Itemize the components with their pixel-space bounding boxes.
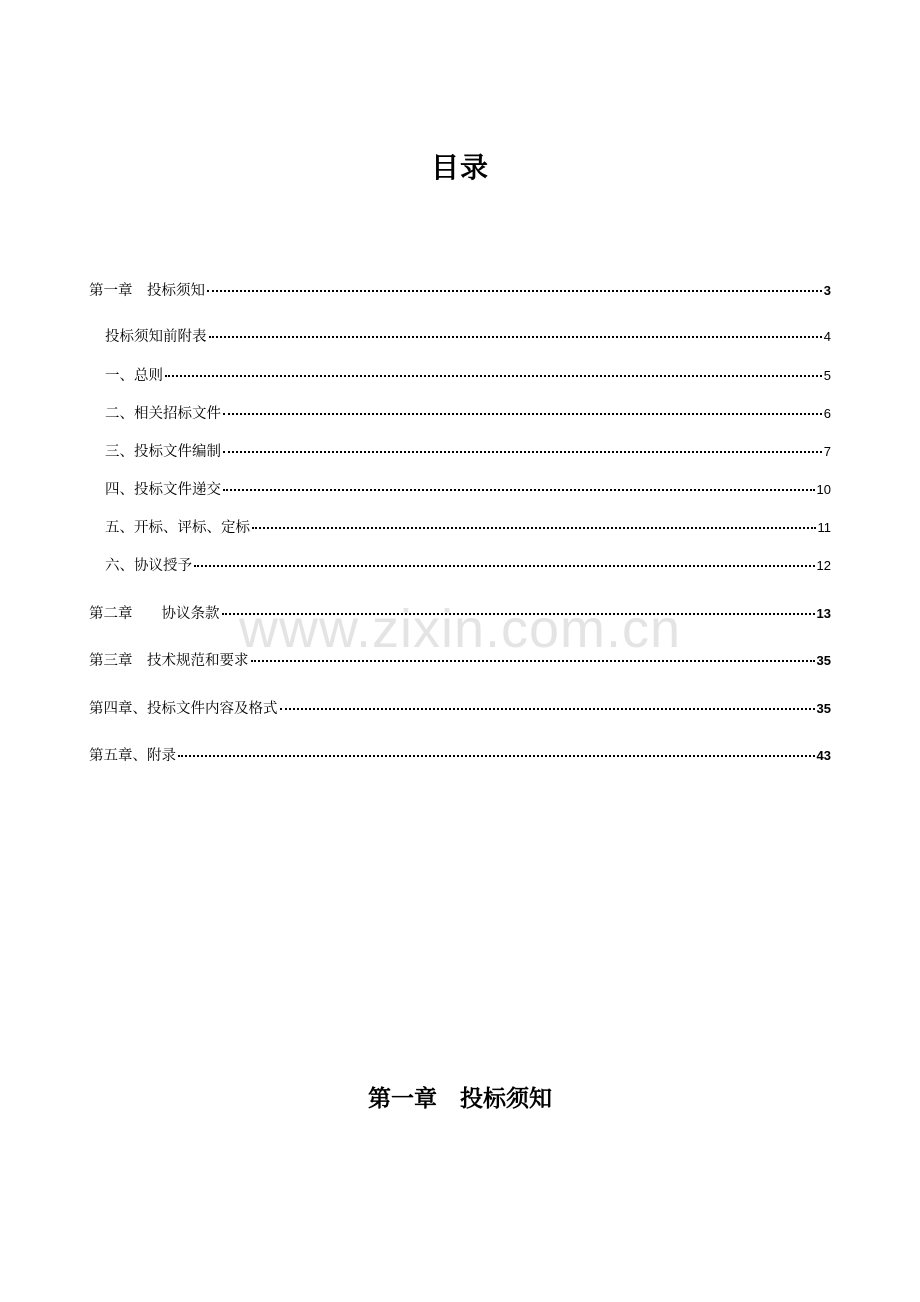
toc-entry-label: 第二章 协议条款 <box>89 606 220 622</box>
watermark: www.zixin.com.cn <box>238 599 682 659</box>
toc-page-number: 12 <box>816 558 831 573</box>
toc-entry-bid-preparation[interactable] <box>105 441 831 463</box>
toc-entry-label: 第三章 技术规范和要求 <box>89 653 249 669</box>
toc-page-number: 3 <box>823 283 831 298</box>
toc-entry-label: 一、总则 <box>105 368 163 384</box>
toc-leader-dots <box>280 708 815 710</box>
toc-page-number: 7 <box>823 444 831 459</box>
toc-entry-general[interactable] <box>105 365 831 387</box>
toc-entry-label: 五、开标、评标、定标 <box>105 520 250 536</box>
toc-page-number: 10 <box>816 482 831 497</box>
toc-leader-dots <box>223 451 822 453</box>
toc-entry-chapter-3[interactable] <box>89 650 831 672</box>
toc-leader-dots <box>165 375 822 377</box>
toc-page-number: 13 <box>816 606 831 621</box>
toc-leader-dots <box>194 565 815 567</box>
toc-entry-bid-submission[interactable] <box>105 479 831 501</box>
toc-entry-chapter-1[interactable] <box>89 280 831 302</box>
toc-page-number: 6 <box>823 406 831 421</box>
toc-leader-dots <box>223 413 822 415</box>
toc-entry-bid-opening[interactable] <box>105 517 831 539</box>
toc-entry-label: 第一章 投标须知 <box>89 283 205 299</box>
toc-leader-dots <box>251 660 815 662</box>
toc-entry-attachment-table[interactable] <box>105 326 831 348</box>
toc-leader-dots <box>222 613 815 615</box>
toc-page-number: 4 <box>823 329 831 344</box>
toc-entry-related-documents[interactable] <box>105 403 831 425</box>
chapter-heading: 第一章 投标须知 <box>368 1086 552 1112</box>
toc-leader-dots <box>223 489 815 491</box>
toc-entry-chapter-4[interactable] <box>89 698 831 720</box>
toc-page-number: 5 <box>823 368 831 383</box>
toc-entry-label: 三、投标文件编制 <box>105 444 221 460</box>
toc-title: 目录 <box>430 151 489 184</box>
toc-entry-label: 第五章、附录 <box>89 748 176 764</box>
toc-leader-dots <box>178 755 815 757</box>
toc-entry-label: 四、投标文件递交 <box>105 482 221 498</box>
toc-entry-chapter-5[interactable] <box>89 745 831 767</box>
toc-leader-dots <box>209 336 822 338</box>
toc-entry-contract-award[interactable] <box>105 555 831 577</box>
toc-leader-dots <box>252 527 816 529</box>
toc-entry-label: 投标须知前附表 <box>105 329 207 345</box>
toc-page-number: 11 <box>817 520 831 535</box>
toc-leader-dots <box>207 290 822 292</box>
toc-page-number: 35 <box>816 653 831 668</box>
toc-entry-label: 第四章、投标文件内容及格式 <box>89 701 278 717</box>
toc-page-number: 43 <box>816 748 831 763</box>
toc-entry-chapter-2[interactable] <box>89 603 831 625</box>
toc-page-number: 35 <box>816 701 831 716</box>
toc-entry-label: 二、相关招标文件 <box>105 406 221 422</box>
toc-entry-label: 六、协议授予 <box>105 558 192 574</box>
